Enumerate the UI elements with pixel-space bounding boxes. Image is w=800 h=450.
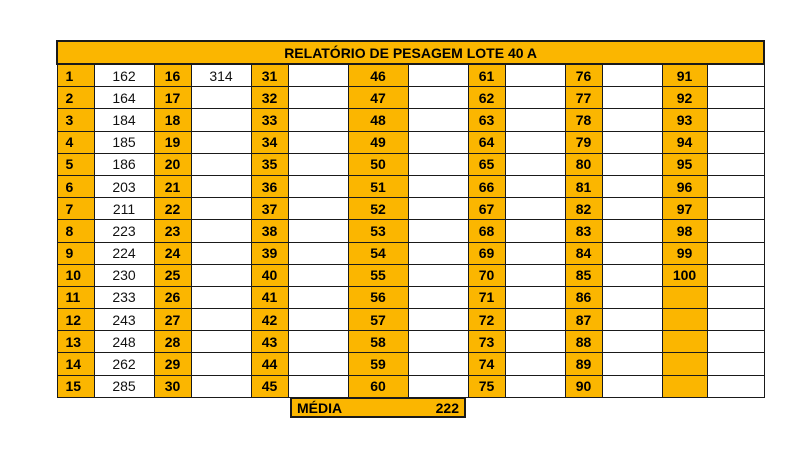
item-number: 43 xyxy=(251,331,288,353)
item-number: 29 xyxy=(154,353,191,375)
item-number: 38 xyxy=(251,220,288,242)
weight-cell[interactable] xyxy=(707,175,764,197)
item-number: 98 xyxy=(662,220,707,242)
item-number: 69 xyxy=(468,242,505,264)
item-number: 4 xyxy=(57,131,94,153)
item-number: 42 xyxy=(251,309,288,331)
item-number: 73 xyxy=(468,331,505,353)
table-row xyxy=(57,87,764,109)
item-number: 52 xyxy=(348,198,408,220)
weight-cell[interactable] xyxy=(288,87,348,109)
weight-cell[interactable] xyxy=(505,375,565,397)
item-number: 39 xyxy=(251,242,288,264)
weight-cell[interactable] xyxy=(408,64,468,87)
weight-cell[interactable] xyxy=(288,175,348,197)
weight-cell[interactable] xyxy=(288,153,348,175)
weight-cell[interactable] xyxy=(288,242,348,264)
item-number: 48 xyxy=(348,109,408,131)
item-number: 32 xyxy=(251,87,288,109)
weight-cell[interactable] xyxy=(505,109,565,131)
item-number: 46 xyxy=(348,64,408,87)
weight-cell[interactable] xyxy=(505,131,565,153)
weight-cell[interactable] xyxy=(288,220,348,242)
weight-cell[interactable] xyxy=(707,331,764,353)
weight-cell[interactable] xyxy=(707,109,764,131)
item-number: 16 xyxy=(154,64,191,87)
table-row xyxy=(57,153,764,175)
item-number: 8 xyxy=(57,220,94,242)
item-number: 14 xyxy=(57,353,94,375)
weight-cell[interactable] xyxy=(602,109,662,131)
weight-cell[interactable] xyxy=(505,220,565,242)
weight-cell[interactable] xyxy=(707,87,764,109)
item-number: 37 xyxy=(251,198,288,220)
weight-cell[interactable] xyxy=(408,286,468,308)
item-number: 76 xyxy=(565,64,602,87)
item-number: 24 xyxy=(154,242,191,264)
item-number: 15 xyxy=(57,375,94,397)
weight-cell[interactable] xyxy=(602,309,662,331)
table-row xyxy=(57,331,764,353)
weight-cell[interactable] xyxy=(191,153,251,175)
table-row xyxy=(57,309,764,331)
weight-cell[interactable] xyxy=(408,309,468,331)
weight-cell[interactable] xyxy=(408,220,468,242)
table-row xyxy=(57,353,764,375)
weight-cell[interactable] xyxy=(602,375,662,397)
weight-cell[interactable] xyxy=(602,353,662,375)
weight-cell[interactable] xyxy=(505,286,565,308)
item-number: 58 xyxy=(348,331,408,353)
weight-cell[interactable] xyxy=(505,64,565,87)
item-number xyxy=(662,286,707,308)
weight-cell[interactable] xyxy=(602,286,662,308)
item-number: 62 xyxy=(468,87,505,109)
weight-cell[interactable] xyxy=(505,175,565,197)
item-number: 9 xyxy=(57,242,94,264)
item-number: 93 xyxy=(662,109,707,131)
item-number: 10 xyxy=(57,264,94,286)
weight-cell[interactable] xyxy=(408,375,468,397)
item-number: 54 xyxy=(348,242,408,264)
item-number: 23 xyxy=(154,220,191,242)
weight-cell[interactable] xyxy=(191,109,251,131)
table-row xyxy=(57,198,764,220)
item-number: 81 xyxy=(565,175,602,197)
weight-cell[interactable] xyxy=(707,64,764,87)
weight-cell[interactable] xyxy=(191,87,251,109)
weight-cell[interactable] xyxy=(602,264,662,286)
weight-cell[interactable] xyxy=(602,87,662,109)
weight-cell[interactable] xyxy=(191,175,251,197)
weight-cell[interactable] xyxy=(191,286,251,308)
weight-cell[interactable] xyxy=(505,353,565,375)
weight-cell[interactable] xyxy=(505,242,565,264)
item-number: 70 xyxy=(468,264,505,286)
weight-cell[interactable] xyxy=(505,309,565,331)
item-number: 25 xyxy=(154,264,191,286)
item-number: 99 xyxy=(662,242,707,264)
item-number: 18 xyxy=(154,109,191,131)
item-number: 20 xyxy=(154,153,191,175)
weight-cell[interactable]: 230 xyxy=(94,264,154,286)
weight-cell[interactable] xyxy=(602,242,662,264)
item-number: 96 xyxy=(662,175,707,197)
average-value: 222 xyxy=(435,400,459,416)
item-number: 41 xyxy=(251,286,288,308)
weight-cell[interactable] xyxy=(505,87,565,109)
weight-cell[interactable] xyxy=(288,264,348,286)
item-number: 22 xyxy=(154,198,191,220)
item-number: 1 xyxy=(57,64,94,87)
weight-cell[interactable] xyxy=(707,220,764,242)
weight-cell[interactable] xyxy=(408,353,468,375)
weight-cell[interactable] xyxy=(191,375,251,397)
item-number: 94 xyxy=(662,131,707,153)
weight-cell[interactable] xyxy=(602,64,662,87)
item-number: 75 xyxy=(468,375,505,397)
weight-cell[interactable] xyxy=(408,109,468,131)
table-row xyxy=(57,264,764,286)
weight-cell[interactable]: 224 xyxy=(94,242,154,264)
table-row xyxy=(57,242,764,264)
item-number: 6 xyxy=(57,175,94,197)
item-number: 82 xyxy=(565,198,602,220)
item-number: 65 xyxy=(468,153,505,175)
table-row xyxy=(57,220,764,242)
item-number: 44 xyxy=(251,353,288,375)
item-number: 90 xyxy=(565,375,602,397)
item-number xyxy=(662,309,707,331)
weight-cell[interactable] xyxy=(602,175,662,197)
average-box xyxy=(290,397,466,418)
item-number: 86 xyxy=(565,286,602,308)
average-label: MÉDIA xyxy=(297,400,343,416)
weight-cell[interactable]: 248 xyxy=(94,331,154,353)
weight-cell[interactable] xyxy=(408,264,468,286)
table-row xyxy=(57,131,764,153)
weight-cell[interactable] xyxy=(191,198,251,220)
weight-cell[interactable] xyxy=(408,242,468,264)
weight-cell[interactable] xyxy=(408,331,468,353)
item-number: 79 xyxy=(565,131,602,153)
weight-cell[interactable] xyxy=(288,131,348,153)
table-row xyxy=(57,109,764,131)
item-number: 49 xyxy=(348,131,408,153)
item-number: 71 xyxy=(468,286,505,308)
table-row xyxy=(57,286,764,308)
weight-cell[interactable] xyxy=(707,286,764,308)
weight-cell[interactable] xyxy=(602,153,662,175)
item-number: 47 xyxy=(348,87,408,109)
item-number: 55 xyxy=(348,264,408,286)
item-number: 34 xyxy=(251,131,288,153)
weight-cell[interactable] xyxy=(408,153,468,175)
item-number: 84 xyxy=(565,242,602,264)
item-number: 72 xyxy=(468,309,505,331)
item-number: 5 xyxy=(57,153,94,175)
item-number: 92 xyxy=(662,87,707,109)
item-number: 56 xyxy=(348,286,408,308)
item-number: 31 xyxy=(251,64,288,87)
weight-cell[interactable]: 162 xyxy=(94,64,154,87)
report-title: RELATÓRIO DE PESAGEM LOTE 40 A xyxy=(57,41,764,64)
title-row xyxy=(57,41,764,64)
item-number: 12 xyxy=(57,309,94,331)
weight-cell[interactable] xyxy=(288,309,348,331)
weight-cell[interactable] xyxy=(505,264,565,286)
weight-cell[interactable]: 285 xyxy=(94,375,154,397)
item-number xyxy=(662,375,707,397)
weight-cell[interactable]: 203 xyxy=(94,175,154,197)
weight-cell[interactable] xyxy=(707,264,764,286)
item-number: 13 xyxy=(57,331,94,353)
weight-cell[interactable] xyxy=(191,309,251,331)
weight-cell[interactable] xyxy=(288,375,348,397)
item-number: 61 xyxy=(468,64,505,87)
item-number: 57 xyxy=(348,309,408,331)
item-number: 51 xyxy=(348,175,408,197)
weight-cell[interactable]: 233 xyxy=(94,286,154,308)
item-number: 27 xyxy=(154,309,191,331)
weight-cell[interactable]: 185 xyxy=(94,131,154,153)
item-number: 95 xyxy=(662,153,707,175)
item-number: 26 xyxy=(154,286,191,308)
item-number: 88 xyxy=(565,331,602,353)
weight-cell[interactable]: 314 xyxy=(191,64,251,87)
item-number: 89 xyxy=(565,353,602,375)
item-number: 35 xyxy=(251,153,288,175)
weight-cell[interactable] xyxy=(288,286,348,308)
weight-cell[interactable] xyxy=(191,242,251,264)
item-number: 97 xyxy=(662,198,707,220)
item-number: 36 xyxy=(251,175,288,197)
item-number xyxy=(662,331,707,353)
item-number: 60 xyxy=(348,375,408,397)
item-number: 64 xyxy=(468,131,505,153)
item-number: 45 xyxy=(251,375,288,397)
item-number: 33 xyxy=(251,109,288,131)
weight-cell[interactable] xyxy=(707,131,764,153)
weight-cell[interactable] xyxy=(505,198,565,220)
item-number: 7 xyxy=(57,198,94,220)
item-number: 100 xyxy=(662,264,707,286)
item-number: 17 xyxy=(154,87,191,109)
weight-cell[interactable]: 184 xyxy=(94,109,154,131)
weight-cell[interactable] xyxy=(602,220,662,242)
weight-cell[interactable] xyxy=(602,331,662,353)
weight-cell[interactable]: 223 xyxy=(94,220,154,242)
weight-cell[interactable] xyxy=(408,198,468,220)
item-number: 80 xyxy=(565,153,602,175)
table-row xyxy=(57,375,764,397)
weight-cell[interactable] xyxy=(505,331,565,353)
weight-cell[interactable] xyxy=(707,353,764,375)
weight-cell[interactable]: 243 xyxy=(94,309,154,331)
item-number: 11 xyxy=(57,286,94,308)
weight-cell[interactable] xyxy=(288,198,348,220)
weight-cell[interactable] xyxy=(602,131,662,153)
weight-cell[interactable] xyxy=(707,153,764,175)
weight-cell[interactable] xyxy=(288,64,348,87)
weight-cell[interactable] xyxy=(707,309,764,331)
item-number: 66 xyxy=(468,175,505,197)
item-number: 91 xyxy=(662,64,707,87)
item-number: 21 xyxy=(154,175,191,197)
weight-cell[interactable] xyxy=(288,331,348,353)
item-number: 53 xyxy=(348,220,408,242)
item-number: 77 xyxy=(565,87,602,109)
weight-cell[interactable] xyxy=(191,353,251,375)
item-number: 67 xyxy=(468,198,505,220)
item-number: 3 xyxy=(57,109,94,131)
weight-cell[interactable] xyxy=(288,109,348,131)
weight-cell[interactable] xyxy=(191,331,251,353)
weight-cell[interactable] xyxy=(707,242,764,264)
weight-cell[interactable]: 262 xyxy=(94,353,154,375)
item-number xyxy=(662,353,707,375)
item-number: 87 xyxy=(565,309,602,331)
weighing-report-table xyxy=(56,40,765,398)
weight-cell[interactable] xyxy=(707,375,764,397)
weight-cell[interactable] xyxy=(408,131,468,153)
item-number: 2 xyxy=(57,87,94,109)
item-number: 63 xyxy=(468,109,505,131)
weight-cell[interactable] xyxy=(191,264,251,286)
weight-cell[interactable]: 164 xyxy=(94,87,154,109)
item-number: 50 xyxy=(348,153,408,175)
weight-cell[interactable] xyxy=(288,353,348,375)
weight-cell[interactable] xyxy=(408,87,468,109)
item-number: 40 xyxy=(251,264,288,286)
weight-cell[interactable] xyxy=(505,153,565,175)
item-number: 19 xyxy=(154,131,191,153)
weight-cell[interactable] xyxy=(191,131,251,153)
table-row xyxy=(57,175,764,197)
item-number: 78 xyxy=(565,109,602,131)
weight-cell[interactable] xyxy=(191,220,251,242)
weight-cell[interactable]: 211 xyxy=(94,198,154,220)
item-number: 68 xyxy=(468,220,505,242)
item-number: 30 xyxy=(154,375,191,397)
item-number: 59 xyxy=(348,353,408,375)
table-row xyxy=(57,64,764,87)
item-number: 28 xyxy=(154,331,191,353)
item-number: 74 xyxy=(468,353,505,375)
weight-cell[interactable] xyxy=(707,198,764,220)
weight-cell[interactable] xyxy=(408,175,468,197)
item-number: 83 xyxy=(565,220,602,242)
weight-cell[interactable] xyxy=(602,198,662,220)
item-number: 85 xyxy=(565,264,602,286)
weight-cell[interactable]: 186 xyxy=(94,153,154,175)
